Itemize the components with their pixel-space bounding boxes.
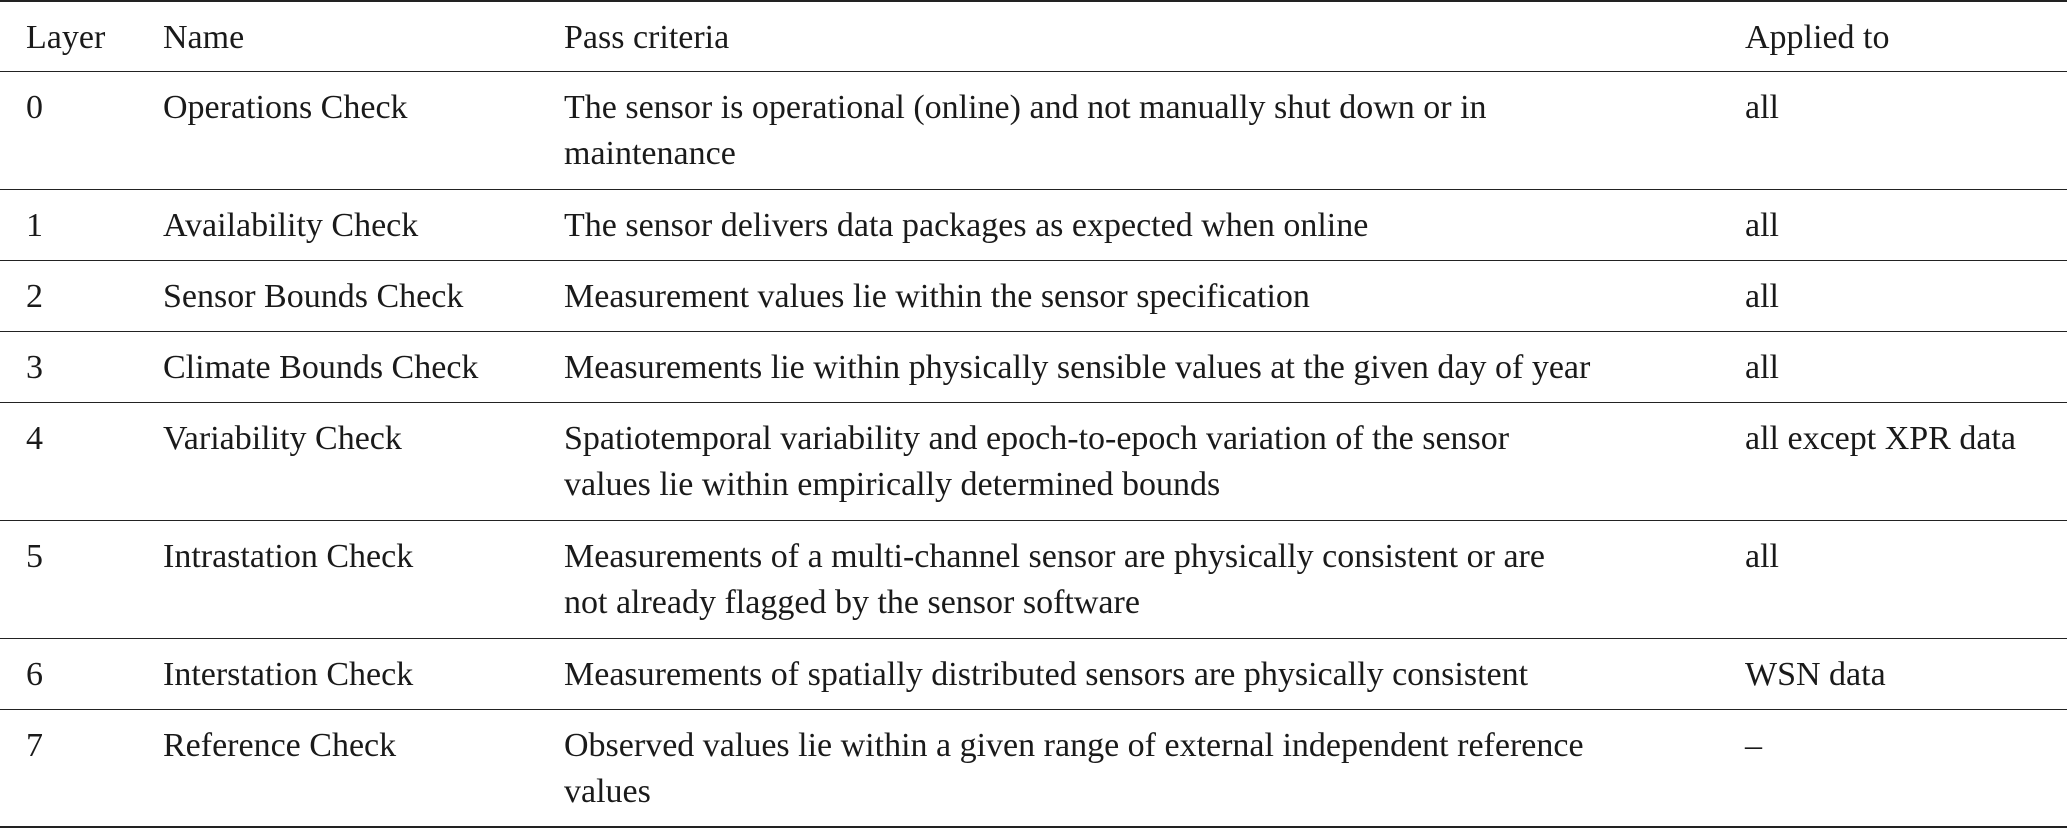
cell-layer: 5 [26, 538, 43, 575]
cell-name: Sensor Bounds Check [163, 278, 464, 315]
pass-line: Measurements of a multi-channel sensor are physically consistent or are [564, 538, 1545, 575]
cell-layer: 7 [26, 727, 43, 764]
header-name: Name [163, 19, 245, 56]
cell-pass-criteria [564, 652, 1734, 698]
cell-applied-to: all [1745, 207, 1779, 244]
pass-line: Observed values lie within a given range of external independent reference [564, 727, 1584, 764]
cell-pass-criteria [564, 203, 1734, 249]
cell-name: Variability Check [163, 420, 402, 457]
cell-applied-to: all [1745, 278, 1779, 315]
cell-applied-to: WSN data [1745, 656, 1886, 693]
header-layer: Layer [26, 19, 106, 56]
pass-line: values [564, 773, 651, 810]
cell-name: Reference Check [163, 727, 397, 764]
cell-name: Interstation Check [163, 656, 414, 693]
cell-layer: 2 [26, 278, 43, 315]
pass-line: Measurements lie within physically sensible values at the given day of year [564, 349, 1591, 386]
cell-name: Climate Bounds Check [163, 349, 479, 386]
pass-line: The sensor delivers data packages as expected when online [564, 207, 1369, 244]
table-row [0, 190, 2067, 261]
pass-line: not already flagged by the sensor software [564, 584, 1140, 621]
pass-line: Measurement values lie within the sensor specification [564, 278, 1310, 315]
pass-line: maintenance [564, 135, 736, 172]
cell-applied-to: all [1745, 349, 1779, 386]
cell-applied-to: all except XPR data [1745, 420, 2016, 457]
table-row [0, 332, 2067, 403]
cell-applied-to: – [1745, 727, 1762, 764]
cell-applied-to: all [1745, 89, 1779, 126]
table-row [0, 710, 2067, 828]
cell-name: Availability Check [163, 207, 419, 244]
table-row [0, 521, 2067, 639]
table-row [0, 72, 2067, 190]
pass-line: values lie within empirically determined bounds [564, 466, 1221, 503]
cell-pass-criteria [564, 274, 1734, 320]
cell-layer: 3 [26, 349, 43, 386]
cell-pass-criteria [564, 345, 1734, 391]
table-row [0, 261, 2067, 332]
pass-line: Spatiotemporal variability and epoch-to-epoch variation of the sensor [564, 420, 1510, 457]
cell-applied-to: all [1745, 538, 1779, 575]
cell-pass-criteria [564, 723, 1734, 815]
cell-pass-criteria [564, 416, 1734, 508]
cell-layer: 0 [26, 89, 43, 126]
cell-pass-criteria [564, 85, 1734, 177]
cell-layer: 1 [26, 207, 43, 244]
pass-line: The sensor is operational (online) and not manually shut down or in [564, 89, 1487, 126]
cell-name: Intrastation Check [163, 538, 414, 575]
cell-pass-criteria [564, 534, 1734, 626]
cell-layer: 4 [26, 420, 43, 457]
cell-name: Operations Check [163, 89, 408, 126]
table-row [0, 403, 2067, 521]
header-applied-to: Applied to [1745, 19, 1890, 56]
table-row [0, 639, 2067, 710]
pass-line: Measurements of spatially distributed sensors are physically consistent [564, 656, 1529, 693]
table-header-row [0, 0, 2067, 72]
header-pass-criteria: Pass criteria [564, 19, 730, 56]
cell-layer: 6 [26, 656, 43, 693]
